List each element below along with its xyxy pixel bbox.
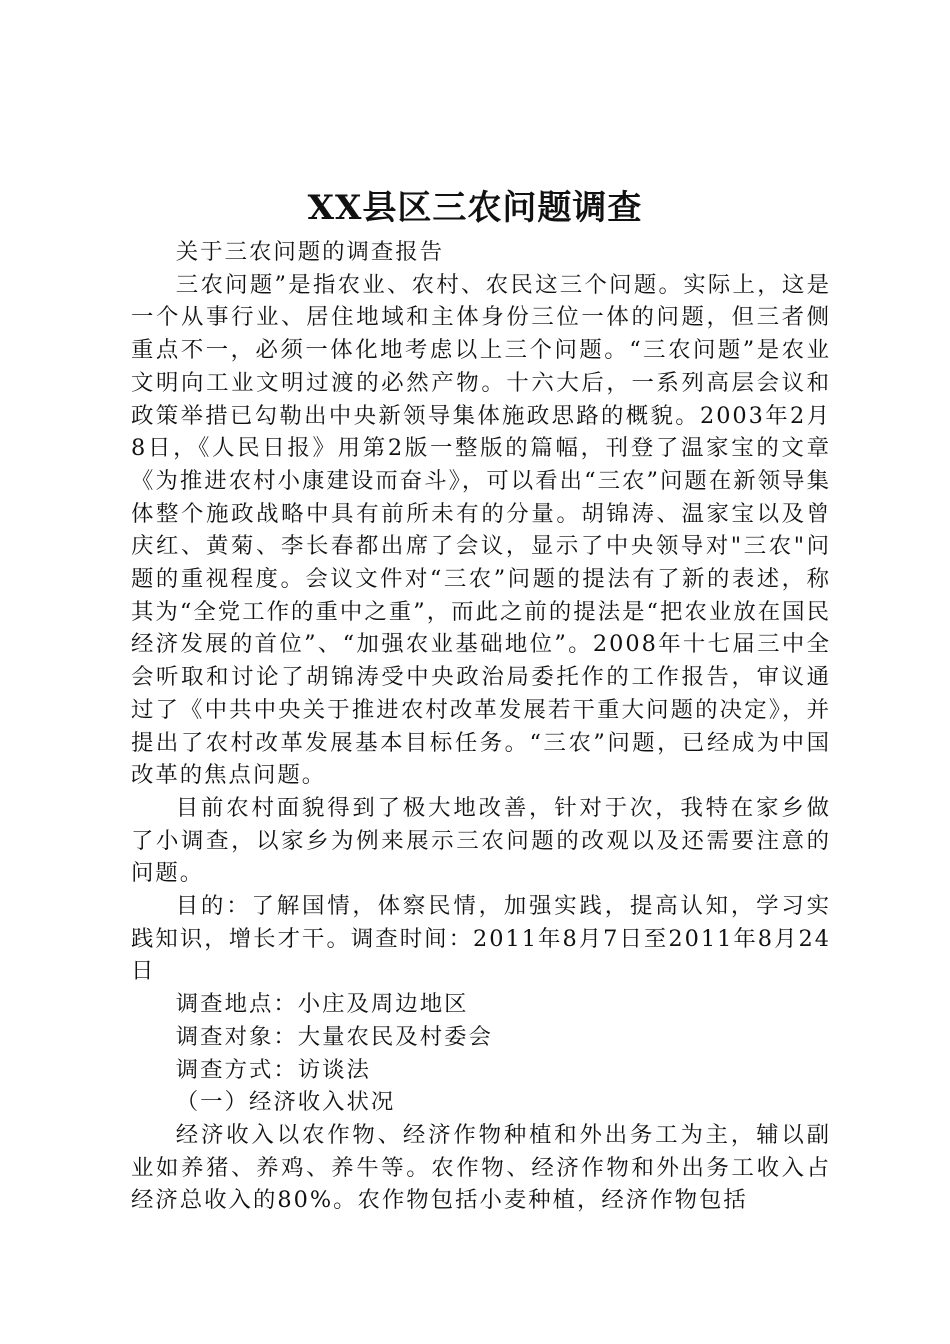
document-body: [131, 236, 831, 1217]
paragraph-survey-location: 调查地点：小庄及周边地区: [175, 991, 469, 1018]
paragraph-report-heading: 关于三农问题的调查报告: [175, 239, 445, 265]
paragraph-survey-purpose-time: 目的：了解国情，体察民情，加强实践，提高认知，学习实践知识，增长才干。调查时间：2011年8月7日至2011年8月24日: [131, 893, 831, 985]
paragraph-economic-income: 经济收入以农作物、经济作物种植和外出务工为主，辅以副业如养猪、养鸡、养牛等。农作物、经济作物和外出务工收入占经济总收入的80%。农作物包括小麦种植，经济作物包括: [131, 1121, 831, 1214]
paragraph-three-rural-intro: 三农问题”是指农业、农村、农民这三个问题。实际上，这是一个从事行业、居住地域和主体身份三位一体的问题，但三者侧重点不一，必须一体化地考虑以上三个问题。“三农问题”是农业文明向工业文明过渡的必然产物。十六大后，一系列高层会议和政策举措已勾勒出中央新领导集体施政思路的概貌。2003年2月8日，《人民日报》用第2版一整版的篇幅，刊登了温家宝的文章《为推进农村小康建设而奋斗》，可以看出“三农”问题在新领导集体整个施政战略中具有前所未有的分量。胡锦涛、温家宝以及曾庆红、黄菊、李长春都出席了会议，显示了中央领导对"三农"问题的重视程度。会议文件对“三农”问题的提法有了新的表述，称其为“全党工作的重中之重”，而此之前的提法是“把农业放在国民经济发展的首位”、“加强农业基础地位”。2008年十七届三中全会听取和讨论了胡锦涛受中央政治局委托作的工作报告，审议通过了《中共中央关于推进农村改革发展若干重大问题的决定》，并提出了农村改革发展基本目标任务。“三农”问题，已经成为中国改革的焦点问题。: [131, 271, 831, 789]
document-title: XX县区三农问题调查: [307, 188, 643, 228]
paragraph-survey-method: 调查方式：访谈法: [175, 1056, 371, 1083]
section-heading-economic-income: （一）经济收入状况: [175, 1089, 396, 1116]
paragraph-survey-motivation: 目前农村面貌得到了极大地改善，针对于次，我特在家乡做了小调查，以家乡为例来展示三农问题的改观以及还需要注意的问题。: [131, 794, 831, 887]
paragraph-survey-subjects: 调查对象：大量农民及村委会: [175, 1023, 493, 1050]
